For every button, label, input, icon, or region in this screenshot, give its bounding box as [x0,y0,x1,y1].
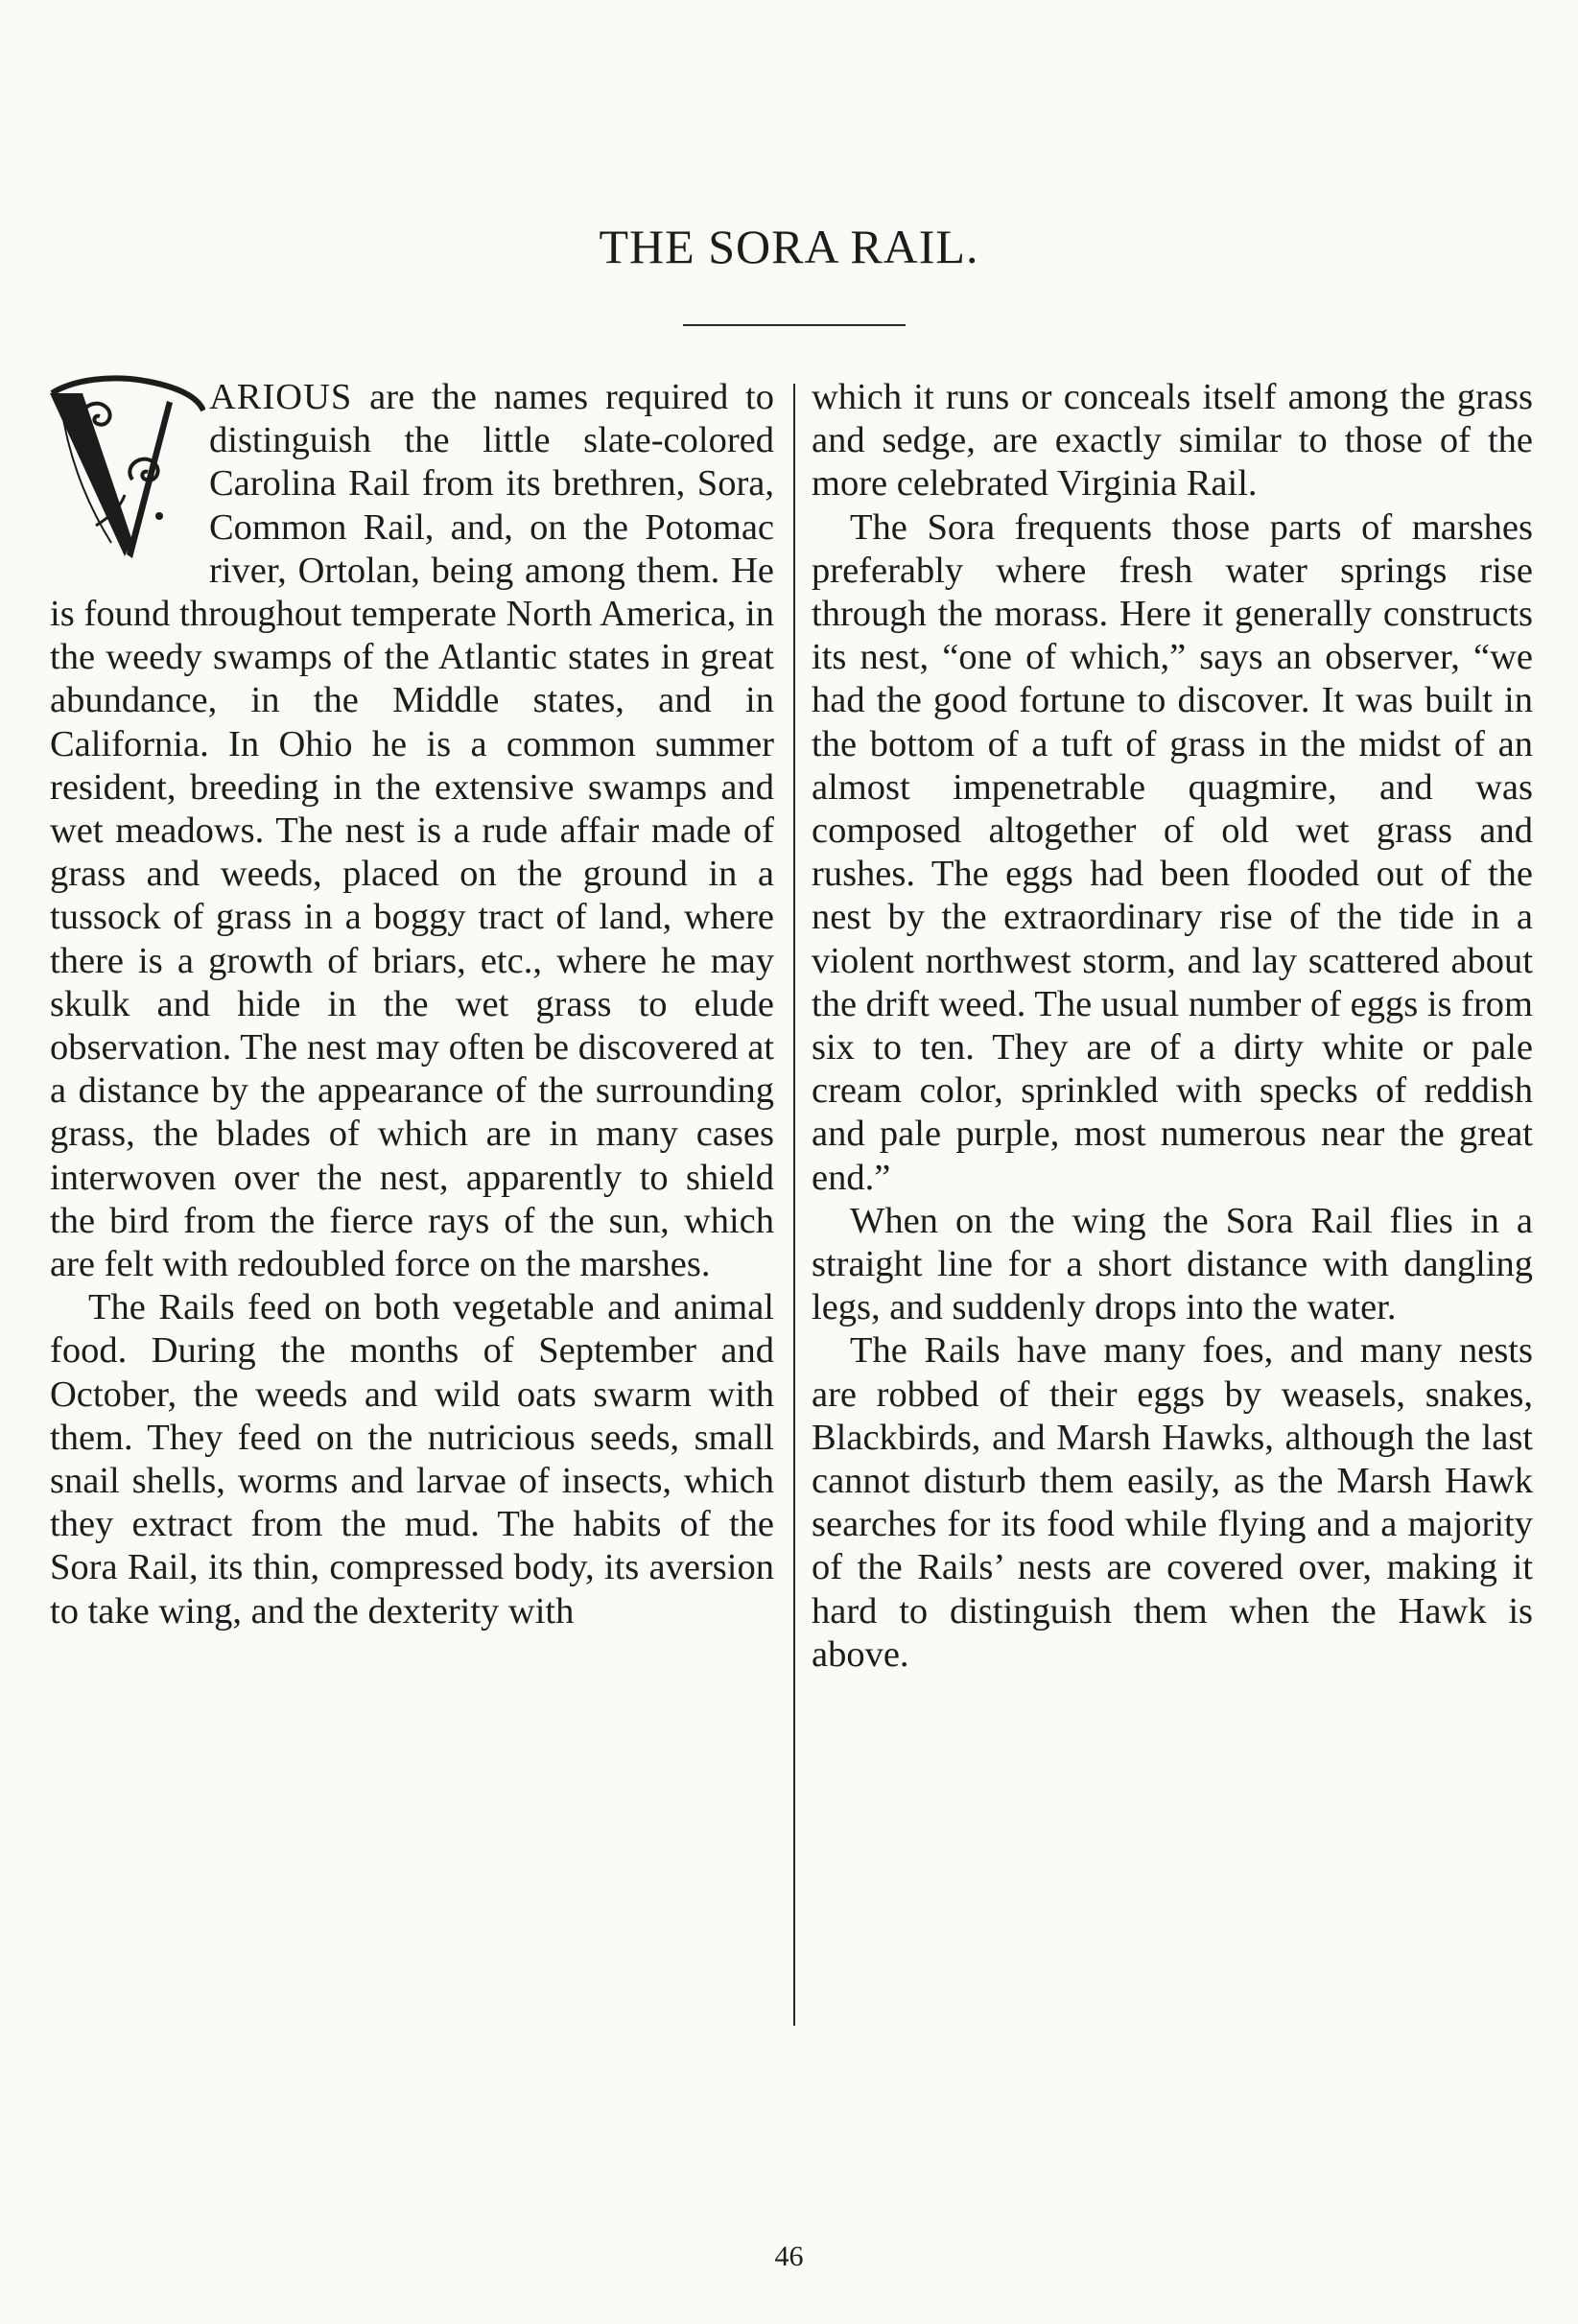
article-title: THE SORA RAIL. [599,220,979,273]
paragraph-3: The Sora frequents those parts of marshes preferably where fresh water springs rise through the morass. Here it generally constructs its nest, “one of which,” says an observer, “we had the good fortune to discover. It was built in the bottom of a tuft of grass in the midst of an almost impenetrable quagmire, and was composed altogether of old wet grass and rushes. The eggs had been flooded out of the nest by the extraordinary rise of the tide in a violent northwest storm, and lay scattered about the drift weed. The usual number of eggs is from six to ten. They are of a dirty white or pale cream color, sprinkled with specks of reddish and pale purple, most numerous near the great end.” [812,506,1533,1198]
column-divider [793,384,795,2026]
page-number: 46 [774,2241,804,2272]
paragraph-continuation: which it runs or conceals itself among the grass and sedge, are exactly similar to those of the more celebrated Virginia Rail. [812,377,1533,505]
paragraph-4: When on the wing the Sora Rail flies in a straight line for a short distance with dangling legs, and suddenly drops into the water. [812,1200,1533,1328]
left-column [50,376,774,1633]
title-rule [683,324,906,326]
opening-word: ARIOUS [209,377,353,417]
paragraph-5: The Rails have many foes, and many nests are robbed of their eggs by weasels, snakes, Blackbirds, and Marsh Hawks, although the last cannot disturb them easily, as the Marsh Hawk searches for its food while flying and a majority of the Rails’ nests are covered over, making it hard to distinguish them when the Hawk is above. [812,1330,1533,1675]
paragraph-2: The Rails feed on both vegetable and animal food. During the months of September and October, the weeds and wild oats swarm with them. They feed on the nutricious seeds, small snail shells, worms and larvae of insects, which they extract from the mud. The habits of the Sora Rail, its thin, compressed body, its aversion to take wing, and the dexterity with [50,1287,774,1631]
paragraph-1 [50,376,774,1286]
paragraph-1-text: are the names required to distinguish the little slate-colored Carolina Rail from its brethren, Sora, Common Rail, and, on the Potomac river, Ortolan, being among them. He is found throughout temperate North America, in the weedy swamps of the Atlantic states in great abundance, in the Middle states, and in California. In Ohio he is a common summer resident, breeding in the extensive swamps and wet meadows. The nest is a rude affair made of grass and weeds, placed on the ground in a tussock of grass in a boggy tract of land, where there is a growth of briars, etc., where he may skulk and hide in the wet grass to elude observation. The nest may often be discovered at a distance by the appearance of the surrounding grass, the blades of which are in many cases interwoven over the nest, apparently to shield the bird from the fierce rays of the sun, which are felt with redoubled force on the marshes. [50,377,774,1285]
right-column [812,376,1533,1677]
drop-cap-v [44,372,205,562]
